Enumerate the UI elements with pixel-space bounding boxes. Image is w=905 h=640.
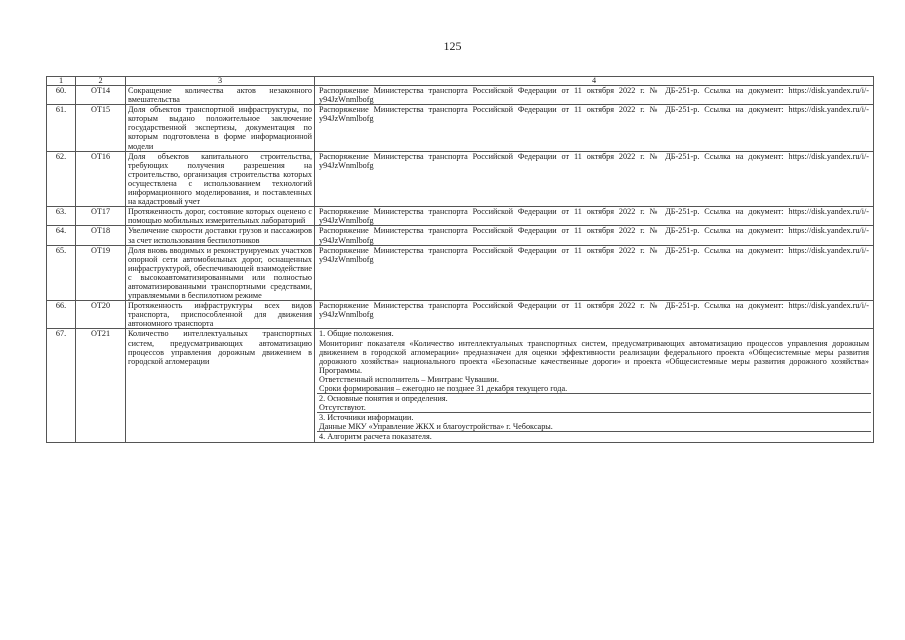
table-row	[47, 151, 874, 207]
indicator-name: Доля объектов транспортной инфраструктуры, по которым выдано положительное заключение государственной экспертизы, документация по которым подготовлена в форме информационной модели	[126, 105, 315, 151]
indicators-table	[46, 76, 874, 443]
source-text: Распоряжение Министерства транспорта Российской Федерации от 11 октября 2022 г. № ДБ-251-р. Ссылка на документ: https://disk.yandex.ru/i/-y94JzWnmlbofg	[319, 245, 869, 264]
indicator-name: Доля вновь вводимых и реконструируемых участков опорной сети автомобильных дорог, оснащенных инфраструктурой, обеспечивающей взаимодействие с высокоавтоматизированными или полностью автоматизированными транспортными средствами, управляемыми в беспилотном режиме	[126, 245, 315, 301]
row-number: 64.	[47, 226, 76, 245]
source-text: Распоряжение Министерства транспорта Российской Федерации от 11 октября 2022 г. № ДБ-251-р. Ссылка на документ: https://disk.yandex.ru/i/-y94JzWnmlbofg	[319, 207, 869, 226]
section-line: Мониторинг показателя «Количество интеллектуальных транспортных систем, предусматривающих автоматизацию процессов управления дорожным движением в городской агломерации» предназначен для оценки эффективности реализации федерального проекта «Общесистемные меры развития дорожного хозяйства» национального проекта «Безопасные качественные дороги» и проекта «Общесистемные меры развития дорожного хозяйства» Программы.	[319, 338, 869, 375]
section-line: Сроки формирования – ежегодно не позднее 31 декабря текущего года.	[319, 384, 568, 393]
table-row	[47, 86, 874, 105]
row-number: 62.	[47, 151, 76, 207]
table-row	[47, 226, 874, 245]
table-row	[47, 207, 874, 226]
section-line: Ответственный исполнитель – Минтранс Чувашии.	[319, 374, 499, 384]
source-text: Распоряжение Министерства транспорта Российской Федерации от 11 октября 2022 г. № ДБ-251-р. Ссылка на документ: https://disk.yandex.ru/i/-y94JzWnmlbofg	[319, 226, 869, 245]
row-number: 67.	[47, 329, 76, 442]
indicator-name: Сокращение количества актов незаконного вмешательства	[126, 86, 315, 105]
row-number: 63.	[47, 207, 76, 226]
row-number: 66.	[47, 301, 76, 329]
indicator-name: Протяженность инфраструктуры всех видов транспорта, приспособленной для движения автономного транспорта	[126, 301, 315, 329]
header-row	[47, 77, 874, 86]
section-algorithm	[317, 431, 871, 441]
section-line: 1. Общие положения.	[319, 329, 394, 339]
indicator-name: Протяженность дорог, состояние которых оценено с помощью мобильных измерительных лабораторий	[126, 207, 315, 226]
indicator-code: ОТ17	[76, 207, 126, 226]
table-row	[47, 301, 874, 329]
indicator-code: ОТ18	[76, 226, 126, 245]
section-definitions	[317, 393, 871, 412]
indicator-name: Количество интеллектуальных транспортных систем, предусматривающих автоматизацию процессов управления дорожным движением в городской агломерации	[126, 329, 315, 442]
section-general	[317, 329, 871, 393]
table-row	[47, 245, 874, 301]
indicator-code: ОТ20	[76, 301, 126, 329]
indicator-code: ОТ14	[76, 86, 126, 105]
section-line: 2. Основные понятия и определения.	[319, 394, 448, 404]
column-header-2: 2	[76, 77, 126, 86]
section-sources	[317, 412, 871, 431]
row-number: 65.	[47, 245, 76, 301]
column-header-3: 3	[126, 77, 315, 86]
indicator-code: ОТ15	[76, 105, 126, 151]
row-number: 60.	[47, 86, 76, 105]
source-text: Распоряжение Министерства транспорта Российской Федерации от 11 октября 2022 г. № ДБ-251-р. Ссылка на документ: https://disk.yandex.ru/i/-y94JzWnmlbofg	[319, 301, 869, 320]
table-row	[47, 105, 874, 151]
row-number: 61.	[47, 105, 76, 151]
section-line: Отсутствуют.	[319, 403, 366, 413]
page-number: 125	[443, 39, 462, 53]
source-text: Распоряжение Министерства транспорта Российской Федерации от 11 октября 2022 г. № ДБ-251-р. Ссылка на документ: https://disk.yandex.ru/i/-y94JzWnmlbofg	[319, 151, 869, 170]
source-text: Распоряжение Министерства транспорта Российской Федерации от 11 октября 2022 г. № ДБ-251-р. Ссылка на документ: https://disk.yandex.ru/i/-y94JzWnmlbofg	[319, 105, 869, 124]
indicator-name: Доля объектов капитального строительства, требующих получения разрешения на строительство, организация строительства которых осуществлена с использованием технологий информационного моделирования, и поставленных на кадастровый учет	[126, 151, 315, 207]
source-text: Распоряжение Министерства транспорта Российской Федерации от 11 октября 2022 г. № ДБ-251-р. Ссылка на документ: https://disk.yandex.ru/i/-y94JzWnmlbofg	[319, 86, 869, 105]
table-row	[47, 329, 874, 442]
indicator-name: Увеличение скорости доставки грузов и пассажиров за счет использования беспилотников	[126, 226, 315, 245]
methodology-cell	[315, 329, 874, 442]
indicator-code: ОТ16	[76, 151, 126, 207]
section-line: Данные МКУ «Управление ЖКХ и благоустройства» г. Чебоксары.	[319, 422, 553, 432]
indicator-code: ОТ21	[76, 329, 126, 442]
column-header-4: 4	[315, 77, 874, 86]
section-line: 3. Источники информации.	[319, 413, 414, 423]
section-line: 4. Алгоритм расчета показателя.	[319, 432, 432, 442]
indicator-code: ОТ19	[76, 245, 126, 301]
column-header-1: 1	[47, 77, 76, 86]
